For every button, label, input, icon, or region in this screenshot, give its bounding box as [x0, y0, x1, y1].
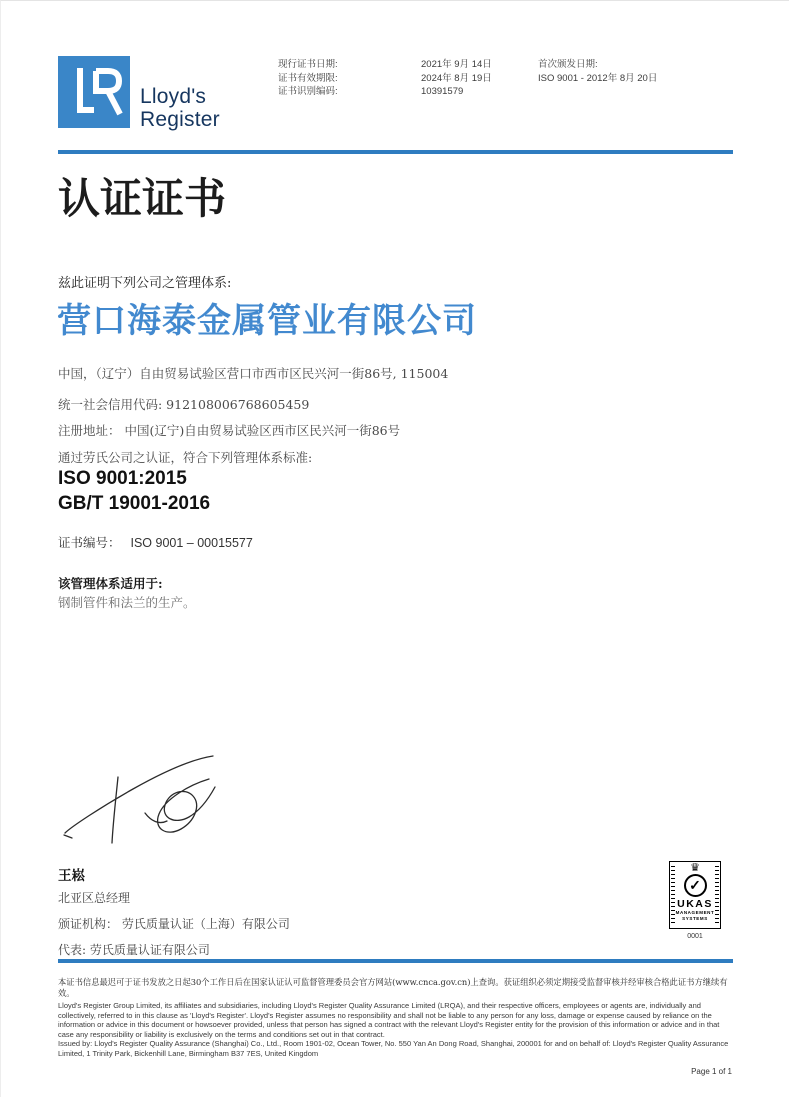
brand-line1: Lloyd's — [140, 85, 207, 108]
signature-image — [61, 751, 246, 861]
cert-expiry-value: 2024年 8月 19日 — [421, 72, 492, 84]
ukas-subtitle-management: MANAGEMENT — [675, 910, 715, 915]
lloyds-register-logo-icon — [58, 56, 130, 128]
meta-row-identity — [278, 85, 492, 99]
company-address: 中国，（辽宁）自由贸易试验区营口市西市区民兴河一街86号, 115004 — [58, 366, 449, 381]
cert-id-label: 证书识别编码: — [278, 86, 338, 97]
standard-iso-9001: ISO 9001:2015 — [58, 468, 187, 489]
ukas-subtitle-systems: SYSTEMS — [682, 915, 708, 921]
page-number: Page 1 of 1 — [691, 1067, 732, 1076]
signatory-role: 北亚区总经理 — [58, 891, 131, 905]
company-name: 营口海泰金属管业有限公司 — [57, 301, 477, 341]
scope-text: 钢制管件和法兰的生产。 — [58, 595, 196, 610]
current-cert-date-label: 现行证书日期: — [278, 59, 338, 70]
ukas-wordmark: UKAS — [677, 898, 713, 910]
certificate-number — [58, 533, 253, 551]
footer-issued-by: Issued by: Lloyd's Register Quality Assurance (Shanghai) Co., Ltd., Room 1901-02, Ocean Tower, No. 550 Yan An Dong Road, Shanghai, 200001 for and on behalf of: Lloyd's Register Quality Assurance Limited, 1 Trinity Park, Bickenhill Lane, Birmingham B37 7ES, United Kingdom — [58, 1039, 729, 1058]
ukas-number: 0001 — [687, 933, 703, 940]
meta-row-current-date — [278, 58, 492, 72]
certificate-number-value: ISO 9001 – 00015577 — [130, 536, 253, 550]
footer-chinese-notice: 本证书信息最迟可于证书发放之日起30个工作日后在国家认证认可监督管理委员会官方网站(www.cnca.gov.cn)上查询。获证组织必须定期接受监督审核并经审核合格此证书方继续有效。 — [58, 977, 728, 998]
signatory-name: 王崧 — [58, 868, 85, 884]
first-issue-label: 首次颁发日期: — [538, 59, 598, 70]
ukas-ticks-right-icon — [715, 866, 719, 924]
registered-address: 注册地址： 中国(辽宁)自由贸易试验区西市区民兴河一街86号 — [58, 423, 401, 438]
cert-expiry-label: 证书有效期限: — [278, 72, 338, 84]
credit-code: 统一社会信用代码: 912108006768605459 — [58, 397, 310, 412]
certificate-meta — [278, 58, 492, 99]
first-issue-value: ISO 9001 - 2012年 8月 20日 — [538, 72, 658, 84]
document-title: 认证证书 — [58, 174, 227, 223]
issuing-body: 颁证机构： 劳氏质量认证（上海）有限公司 — [58, 917, 290, 931]
bottom-divider-rule — [58, 959, 733, 963]
standard-gbt-19001: GB/T 19001-2016 — [58, 493, 211, 514]
representative-body: 代表: 劳氏质量认证有限公司 — [58, 943, 210, 957]
approval-statement: 通过劳氏公司之认证，符合下列管理体系标准: — [58, 450, 313, 465]
cert-id-value: 10391579 — [421, 86, 464, 97]
ukas-accreditation-mark — [669, 861, 721, 940]
footer — [58, 977, 734, 1059]
brand-line2: Register — [140, 108, 220, 131]
ukas-ticks-left-icon — [671, 866, 675, 924]
brand-name — [140, 85, 220, 131]
crown-icon: ♛ — [690, 862, 700, 874]
ukas-box — [669, 861, 721, 929]
intro-statement: 兹此证明下列公司之管理体系: — [58, 276, 232, 291]
checkmark-icon: ✓ — [684, 874, 707, 897]
certificate-number-label: 证书编号： — [58, 535, 121, 550]
first-issue-meta — [538, 58, 657, 85]
meta-row-expiry — [278, 72, 492, 86]
footer-legal-text: Lloyd's Register Group Limited, its affiliates and subsidiaries, including Lloyd's Register Quality Assurance Limited (LRQA), and their respective officers, employees or agents are, individually and collectively, referred to in this clause as 'Lloyd's Register'. Lloyd's Register assumes no responsibility and shall not be liable to any person for any loss, damage or expense caused by reliance on the information or advice in this document or howsoever provided, unless that person has signed a contract with the relevant Lloyd's Register entity for the provision of this information or advice and in that case any responsibility or liability is exclusively on the terms and conditions set out in that contract. — [58, 1001, 720, 1039]
signature-stroke-icon — [61, 751, 246, 856]
top-divider-rule — [58, 150, 733, 154]
lr-monogram-icon — [58, 56, 130, 128]
current-cert-date-value: 2021年 9月 14日 — [421, 59, 492, 70]
scope-heading: 该管理体系适用于: — [58, 576, 163, 591]
